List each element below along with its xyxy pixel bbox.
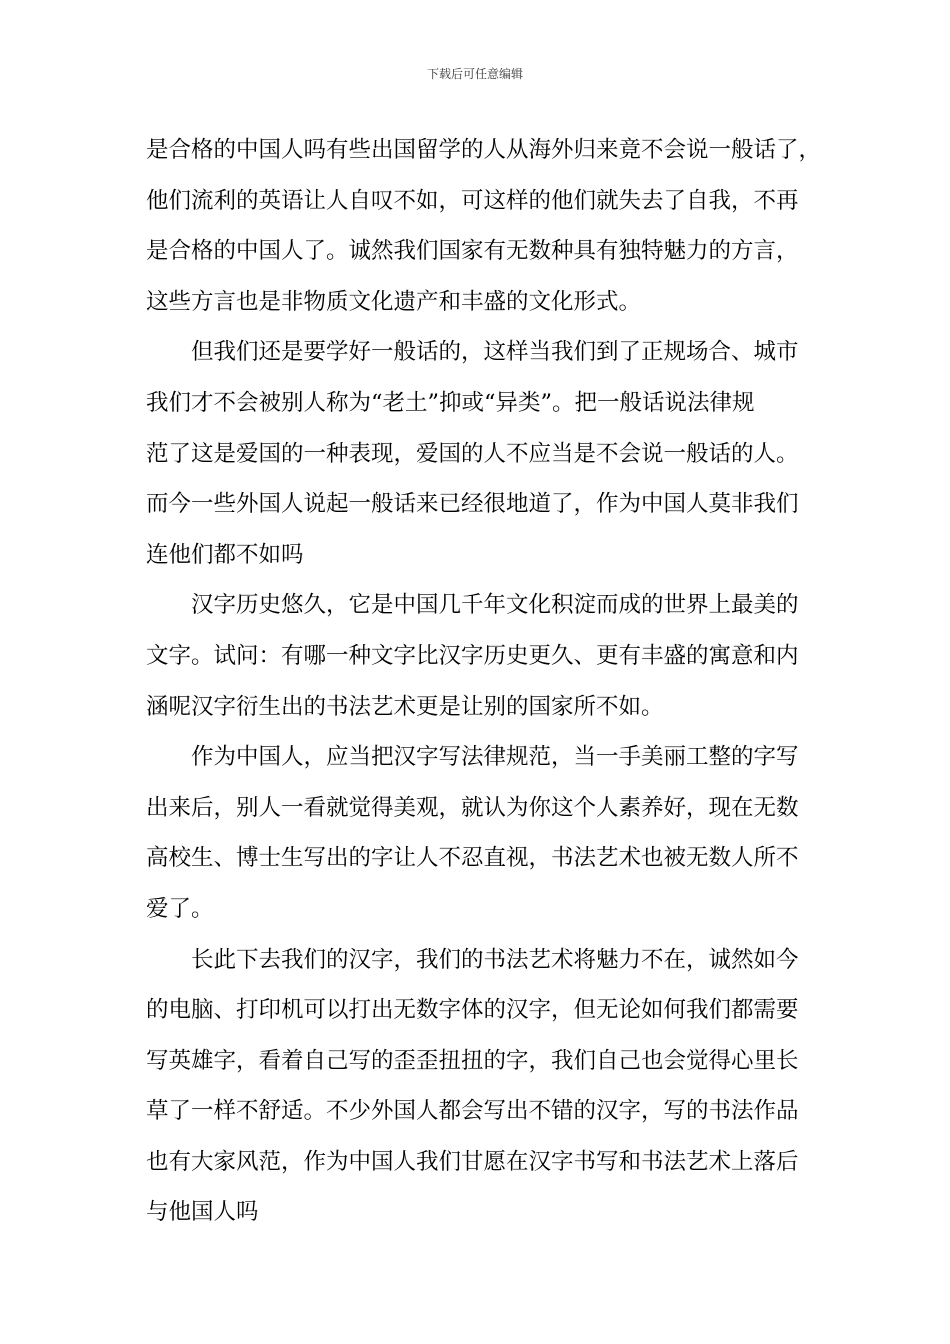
text-line: 高校生、博士生写出的字让人不忍直视，书法艺术也被无数人所不: [146, 845, 799, 872]
text-line: 范了这是爱国的一种表现，爱国的人不应当是不会说一般话的人。: [146, 440, 799, 467]
text-line: 作为中国人，应当把汉字写法律规范，当一手美丽工整的字写: [191, 744, 799, 771]
text-line: 爱了。: [146, 895, 214, 922]
text-line: 长此下去我们的汉字，我们的书法艺术将魅力不在，诚然如今: [191, 946, 799, 973]
text-line: 也有大家风范，作为中国人我们甘愿在汉字书写和书法艺术上落后: [146, 1148, 799, 1175]
text-line: 这些方言也是非物质文化遗产和丰盛的文化形式。: [146, 288, 642, 315]
paragraph-4: [146, 732, 806, 934]
text-line: 写英雄字，看着自己写的歪歪扭扭的字，我们自己也会觉得心里长: [146, 1047, 799, 1074]
text-line: 他们流利的英语让人自叹不如，可这样的他们就失去了自我，不再: [146, 187, 799, 214]
text-line: 但我们还是要学好一般话的，这样当我们到了正规场合、城市: [191, 339, 799, 366]
paragraph-5: [146, 935, 806, 1239]
text-line: 而今一些外国人说起一般话来已经很地道了，作为中国人莫非我们: [146, 491, 799, 518]
paragraph-1: [146, 125, 822, 327]
document-body: [146, 125, 822, 1238]
text-line: 连他们都不如吗: [146, 541, 304, 568]
text-line: 出来后，别人一看就觉得美观，就认为你这个人素养好，现在无数: [146, 794, 799, 821]
page-header: 下载后可任意编辑: [426, 67, 523, 81]
text-line: 是合格的中国人吗有些出国留学的人从海外归来竟不会说一般话了，: [146, 137, 822, 163]
text-line: 草了一样不舒适。不少外国人都会写出不错的汉字，写的书法作品: [146, 1098, 799, 1125]
text-line: 与他国人吗: [146, 1199, 259, 1226]
text-line: 文字。试问：有哪一种文字比汉字历史更久、更有丰盛的寓意和内: [146, 642, 799, 669]
text-line: 我们才不会被别人称为“老土”抑或“异类”。把一般话说法律规: [146, 389, 755, 416]
text-line: 汉字历史悠久，它是中国几千年文化积淀而成的世界上最美的: [191, 592, 799, 619]
text-line: 的电脑、打印机可以打出无数字体的汉字，但无论如何我们都需要: [146, 997, 799, 1024]
text-line: 是合格的中国人了。诚然我们国家有无数种具有独特魅力的方言，: [146, 238, 799, 265]
paragraph-2: [146, 327, 806, 580]
text-line: 涵呢汉字衍生出的书法艺术更是让别的国家所不如。: [146, 693, 664, 720]
paragraph-3: [146, 580, 806, 732]
